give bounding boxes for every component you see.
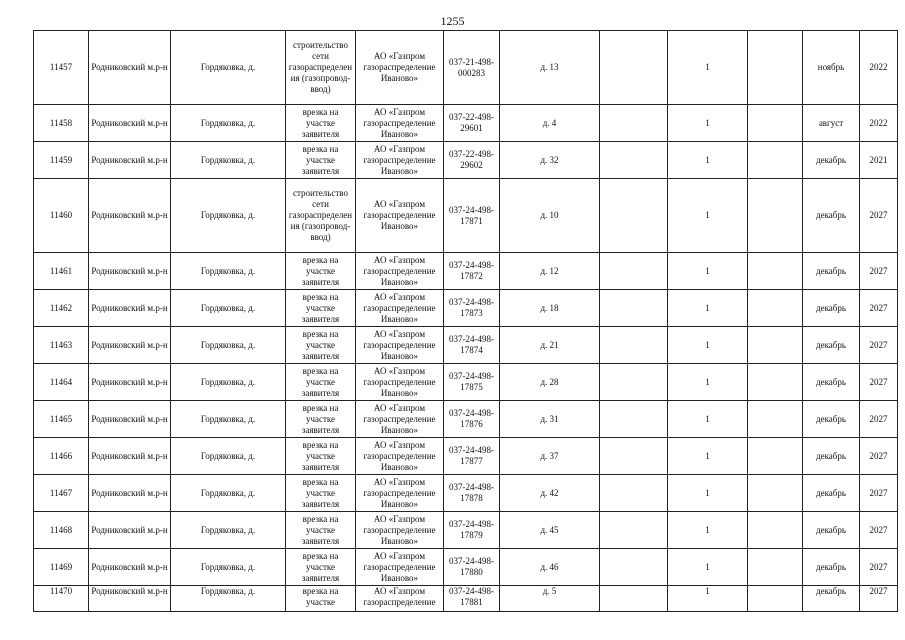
empty-cell [600,105,668,142]
empty-cell [600,401,668,438]
district-cell: Родниковский м.р-н [89,438,171,475]
code-cell: 037-24-498-17872 [444,253,500,290]
empty-cell [748,179,803,253]
month-cell: ноябрь [803,31,860,105]
locality-cell: Гордяковка, д. [171,142,286,179]
work-type-cell: врезка на участке заявителя [286,512,356,549]
code-cell: 037-24-498-17880 [444,549,500,586]
district-cell: Родниковский м.р-н [89,142,171,179]
house-cell: д. 12 [500,253,600,290]
work-type-cell: врезка на участке заявителя [286,438,356,475]
organization-cell: АО «Газпром газораспределение Иваново» [356,512,444,549]
house-cell: д. 37 [500,438,600,475]
empty-cell [748,438,803,475]
organization-cell: АО «Газпром газораспределение Иваново» [356,475,444,512]
row-number: 11457 [34,31,89,105]
house-cell: д. 21 [500,327,600,364]
code-cell: 037-24-498-17881 [444,586,500,612]
locality-cell: Гордяковка, д. [171,512,286,549]
district-cell: Родниковский м.р-н [89,512,171,549]
house-cell: д. 42 [500,475,600,512]
table-row [34,512,898,549]
house-cell: д. 32 [500,142,600,179]
empty-cell [600,512,668,549]
table-row [34,31,898,105]
table-row [34,401,898,438]
organization-cell: АО «Газпром газораспределение Иваново» [356,401,444,438]
house-cell: д. 5 [500,586,600,612]
count-cell: 1 [668,438,748,475]
table-row [34,549,898,586]
empty-cell [748,475,803,512]
empty-cell [600,475,668,512]
district-cell: Родниковский м.р-н [89,475,171,512]
district-cell: Родниковский м.р-н [89,327,171,364]
organization-cell: АО «Газпром газораспределение Иваново» [356,438,444,475]
row-number: 11464 [34,364,89,401]
count-cell: 1 [668,401,748,438]
code-cell: 037-24-498-17877 [444,438,500,475]
year-cell: 2022 [860,31,898,105]
work-type-cell: строительство сети газораспределения (газопровод-ввод) [286,179,356,253]
count-cell: 1 [668,253,748,290]
organization-cell: АО «Газпром газораспределение Иваново» [356,364,444,401]
house-cell: д. 28 [500,364,600,401]
work-type-cell: врезка на участке заявителя [286,142,356,179]
district-cell: Родниковский м.р-н [89,179,171,253]
year-cell: 2027 [860,364,898,401]
year-cell: 2027 [860,401,898,438]
empty-cell [748,327,803,364]
row-number: 11466 [34,438,89,475]
row-number: 11460 [34,179,89,253]
district-cell: Родниковский м.р-н [89,31,171,105]
table-row [34,179,898,253]
empty-cell [748,586,803,612]
locality-cell: Гордяковка, д. [171,364,286,401]
district-cell: Родниковский м.р-н [89,290,171,327]
year-cell: 2027 [860,179,898,253]
organization-cell: АО «Газпром газораспределение Иваново» [356,290,444,327]
table-row [34,290,898,327]
year-cell: 2027 [860,475,898,512]
empty-cell [600,327,668,364]
count-cell: 1 [668,549,748,586]
table-row [34,364,898,401]
row-number: 11468 [34,512,89,549]
table-row [34,142,898,179]
table-row [34,253,898,290]
empty-cell [600,586,668,612]
house-cell: д. 18 [500,290,600,327]
row-number: 11461 [34,253,89,290]
page-number: 1255 [440,14,465,28]
month-cell: декабрь [803,290,860,327]
register-table [33,30,898,612]
locality-cell: Гордяковка, д. [171,549,286,586]
month-cell: декабрь [803,253,860,290]
empty-cell [748,549,803,586]
work-type-cell: строительство сети газораспределения (газопровод-ввод) [286,31,356,105]
organization-cell: АО «Газпром газораспределение Иваново» [356,105,444,142]
count-cell: 1 [668,512,748,549]
year-cell: 2027 [860,327,898,364]
district-cell: Родниковский м.р-н [89,549,171,586]
count-cell: 1 [668,105,748,142]
organization-cell: АО «Газпром газораспределение Иваново» [356,253,444,290]
locality-cell: Гордяковка, д. [171,586,286,612]
empty-cell [600,179,668,253]
district-cell: Родниковский м.р-н [89,401,171,438]
year-cell: 2022 [860,105,898,142]
house-cell: д. 31 [500,401,600,438]
row-number: 11467 [34,475,89,512]
work-type-cell: врезка на участке заявителя [286,475,356,512]
code-cell: 037-22-498-29601 [444,105,500,142]
count-cell: 1 [668,364,748,401]
count-cell: 1 [668,179,748,253]
table-row [34,438,898,475]
code-cell: 037-22-498-29602 [444,142,500,179]
empty-cell [748,253,803,290]
code-cell: 037-24-498-17878 [444,475,500,512]
month-cell: декабрь [803,179,860,253]
count-cell: 1 [668,327,748,364]
row-number: 11470 [34,586,89,612]
row-number: 11463 [34,327,89,364]
month-cell: декабрь [803,142,860,179]
month-cell: декабрь [803,364,860,401]
table-row [34,586,898,612]
locality-cell: Гордяковка, д. [171,475,286,512]
code-cell: 037-24-498-17873 [444,290,500,327]
empty-cell [748,512,803,549]
count-cell: 1 [668,31,748,105]
code-cell: 037-24-498-17875 [444,364,500,401]
work-type-cell: врезка на участке заявителя [286,105,356,142]
empty-cell [748,364,803,401]
year-cell: 2027 [860,549,898,586]
locality-cell: Гордяковка, д. [171,401,286,438]
row-number: 11462 [34,290,89,327]
empty-cell [600,290,668,327]
count-cell: 1 [668,142,748,179]
work-type-cell: врезка на участке заявителя [286,401,356,438]
row-number: 11459 [34,142,89,179]
year-cell: 2027 [860,438,898,475]
empty-cell [600,438,668,475]
house-cell: д. 13 [500,31,600,105]
empty-cell [748,401,803,438]
empty-cell [600,142,668,179]
year-cell: 2027 [860,586,898,612]
month-cell: декабрь [803,586,860,612]
house-cell: д. 45 [500,512,600,549]
work-type-cell: врезка на участке заявителя [286,364,356,401]
organization-cell: АО «Газпром газораспределение Иваново» [356,549,444,586]
count-cell: 1 [668,290,748,327]
district-cell: Родниковский м.р-н [89,253,171,290]
month-cell: декабрь [803,549,860,586]
organization-cell: АО «Газпром газораспределение Иваново» [356,327,444,364]
locality-cell: Гордяковка, д. [171,438,286,475]
empty-cell [748,31,803,105]
organization-cell: АО «Газпром газораспределение [356,586,444,612]
table-body [34,31,898,612]
district-cell: Родниковский м.р-н [89,105,171,142]
work-type-cell: врезка на участке заявителя [286,253,356,290]
year-cell: 2027 [860,512,898,549]
month-cell: декабрь [803,401,860,438]
organization-cell: АО «Газпром газораспределение Иваново» [356,179,444,253]
locality-cell: Гордяковка, д. [171,327,286,364]
empty-cell [600,364,668,401]
code-cell: 037-21-498-000283 [444,31,500,105]
locality-cell: Гордяковка, д. [171,31,286,105]
table-row [34,475,898,512]
work-type-cell: врезка на участке заявителя [286,327,356,364]
house-cell: д. 10 [500,179,600,253]
count-cell: 1 [668,586,748,612]
work-type-cell: врезка на участке [286,586,356,612]
locality-cell: Гордяковка, д. [171,179,286,253]
organization-cell: АО «Газпром газораспределение Иваново» [356,142,444,179]
year-cell: 2021 [860,142,898,179]
year-cell: 2027 [860,290,898,327]
district-cell: Родниковский м.р-н [89,364,171,401]
row-number: 11465 [34,401,89,438]
empty-cell [748,290,803,327]
code-cell: 037-24-498-17871 [444,179,500,253]
empty-cell [600,549,668,586]
year-cell: 2027 [860,253,898,290]
empty-cell [748,142,803,179]
month-cell: декабрь [803,512,860,549]
locality-cell: Гордяковка, д. [171,105,286,142]
work-type-cell: врезка на участке заявителя [286,549,356,586]
row-number: 11469 [34,549,89,586]
row-number: 11458 [34,105,89,142]
house-cell: д. 4 [500,105,600,142]
code-cell: 037-24-498-17876 [444,401,500,438]
empty-cell [600,253,668,290]
table-row [34,105,898,142]
table-row [34,327,898,364]
code-cell: 037-24-498-17879 [444,512,500,549]
month-cell: август [803,105,860,142]
district-cell: Родниковский м.р-н [89,586,171,612]
locality-cell: Гордяковка, д. [171,253,286,290]
month-cell: декабрь [803,475,860,512]
empty-cell [600,31,668,105]
month-cell: декабрь [803,327,860,364]
work-type-cell: врезка на участке заявителя [286,290,356,327]
month-cell: декабрь [803,438,860,475]
code-cell: 037-24-498-17874 [444,327,500,364]
locality-cell: Гордяковка, д. [171,290,286,327]
organization-cell: АО «Газпром газораспределение Иваново» [356,31,444,105]
house-cell: д. 46 [500,549,600,586]
empty-cell [748,105,803,142]
count-cell: 1 [668,475,748,512]
